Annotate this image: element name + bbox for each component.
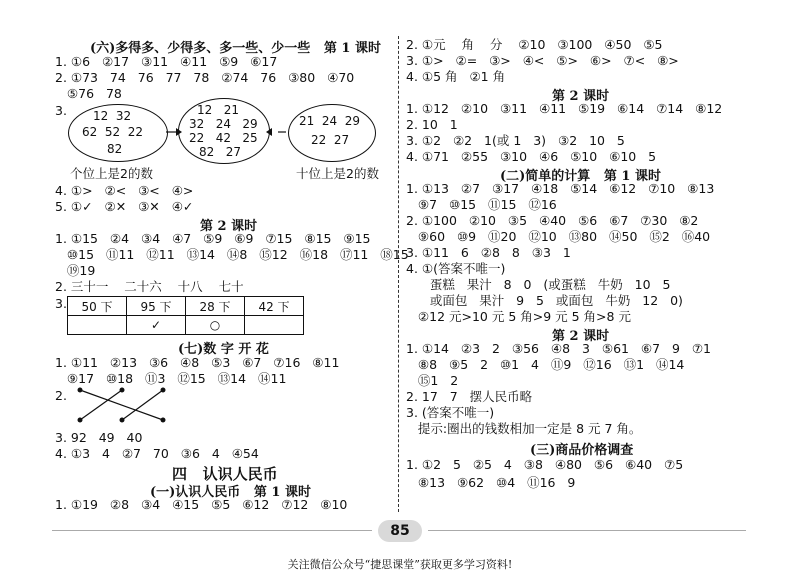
unit-4-heading: 四 认识人民币 bbox=[172, 465, 278, 483]
ellipse-ones-two: 12 32 62 52 22 82 bbox=[68, 104, 168, 162]
answer-line: ⑲19 bbox=[55, 263, 96, 278]
section-2-heading: (二)简单的计算 第 1 课时 bbox=[500, 169, 661, 184]
answer-line: 1. ①12 ②10 ③11 ④11 ⑤19 ⑥14 ⑦14 ⑧12 bbox=[406, 101, 723, 116]
circle-mark: ○ bbox=[186, 316, 245, 335]
answer-line: 3. ①11 6 ②8 8 ③3 1 bbox=[406, 245, 571, 260]
table-cell: 95 下 bbox=[127, 297, 186, 316]
answer-line: 3. ①2 ②2 1(或 1 3) ③2 10 5 bbox=[406, 133, 625, 148]
footer-note: 关注微信公众号“捷思课堂”获取更多学习资料! bbox=[287, 558, 513, 571]
section-7-heading: (七)数 字 开 花 bbox=[178, 342, 269, 357]
footer-rule-left bbox=[52, 530, 372, 531]
answer-line: 3. (答案不唯一) bbox=[406, 405, 495, 420]
answer-line: 4. ①(答案不唯一) bbox=[406, 261, 506, 276]
table-cell: 50 下 bbox=[68, 297, 127, 316]
answer-line: 或面包 果汁 9 5 或面包 牛奶 12 0) bbox=[406, 293, 683, 308]
section-6-heading: (六)多得多、少得多、多一些、少一些 第 1 课时 bbox=[90, 41, 381, 56]
answer-line: 1. ①6 ②17 ③11 ④11 ⑤9 ⑥17 bbox=[55, 54, 278, 69]
answer-line: 1. ①11 ②13 ③6 ④8 ⑤3 ⑥7 ⑦16 ⑧11 bbox=[55, 355, 340, 370]
section-3-heading: (三)商品价格调查 bbox=[530, 443, 634, 458]
answer-line: 1. ①14 ②3 2 ③56 ④8 3 ⑤61 ⑥7 9 ⑦1 bbox=[406, 341, 712, 356]
answer-line: 3. 92 49 40 bbox=[55, 430, 143, 445]
answer-line: 4. ①3 4 ②7 70 ③6 4 ④54 bbox=[55, 446, 259, 461]
answer-line: 2. ①元 角 分 ②10 ③100 ④50 ⑤5 bbox=[406, 37, 663, 52]
lesson-2-heading: 第 2 课时 bbox=[552, 89, 610, 104]
ellipse-all-numbers: 12 21 32 24 29 22 42 25 82 27 bbox=[178, 98, 270, 164]
answer-line: 提示:圈出的钱数相加一定是 8 元 7 角。 bbox=[406, 421, 642, 436]
answer-line: 1. ①13 ②7 ③17 ④18 ⑤14 ⑥12 ⑦10 ⑧13 bbox=[406, 181, 715, 196]
answer-line: 3. bbox=[55, 103, 67, 118]
answer-line: ⑤76 78 bbox=[55, 86, 122, 101]
answer-line: ⑨17 ⑩18 ⑪3 ⑫15 ⑬14 ⑭11 bbox=[55, 371, 287, 386]
answer-line: ⑮1 2 bbox=[406, 373, 459, 388]
answer-line: ②12 元>10 元 5 角>9 元 5 角>8 元 bbox=[406, 309, 631, 324]
answer-line: 1. ①2 5 ②5 4 ③8 ④80 ⑤6 ⑥40 ⑦5 bbox=[406, 457, 684, 472]
footer-rule-right bbox=[428, 530, 746, 531]
answer-line: 2. bbox=[55, 388, 67, 403]
answer-line: 4. ①71 ②55 ③10 ④6 ⑤10 ⑥10 5 bbox=[406, 149, 657, 164]
answer-line: 3. bbox=[55, 296, 67, 311]
answer-line: 2. ①73 74 76 77 78 ②74 76 ③80 ④70 bbox=[55, 70, 355, 85]
check-mark: ✓ bbox=[127, 316, 186, 335]
lesson-2-heading: 第 2 课时 bbox=[200, 219, 258, 234]
answer-line: ⑧13 ⑨62 ⑩4 ⑪16 9 bbox=[406, 475, 576, 490]
table-cell: 28 下 bbox=[186, 297, 245, 316]
answer-line: 1. ①19 ②8 ③4 ④15 ⑤5 ⑥12 ⑦12 ⑧10 bbox=[55, 497, 348, 512]
answer-line: 2. 三十一 二十六 十八 七十 bbox=[55, 279, 244, 294]
column-divider bbox=[398, 36, 399, 512]
answer-line: 4. ①5 角 ②1 角 bbox=[406, 69, 506, 84]
unit-4-subheading: (一)认识人民币 第 1 课时 bbox=[150, 485, 311, 500]
answer-line: ⑨7 ⑩15 ⑪15 ⑫16 bbox=[406, 197, 557, 212]
answer-line: 2. 17 7 摆人民币略 bbox=[406, 389, 533, 404]
answer-line: 5. ①✓ ②✕ ③✕ ④✓ bbox=[55, 199, 194, 214]
answer-line: ⑧8 ⑨5 2 ⑩1 4 ⑪9 ⑫16 ⑬1 ⑭14 bbox=[406, 357, 685, 372]
answer-line: 4. ①> ②< ③< ④> bbox=[55, 183, 194, 198]
answer-line: ⑩15 ⑪11 ⑫11 ⑬14 ⑭8 ⑮12 ⑯18 ⑰11 ⑱15 bbox=[55, 247, 409, 262]
lesson-2-heading: 第 2 课时 bbox=[552, 329, 610, 344]
ellipse-caption-left: 个位上是2的数 bbox=[70, 166, 153, 181]
answer-line: 1. ①15 ②4 ③4 ④7 ⑤9 ⑥9 ⑦15 ⑧15 ⑨15 bbox=[55, 231, 371, 246]
answer-line: 蛋糕 果汁 8 0 (或蛋糕 牛奶 10 5 bbox=[406, 277, 671, 292]
ellipse-caption-right: 十位上是2的数 bbox=[296, 166, 379, 181]
answer-line: 3. ①> ②= ③> ④< ⑤> ⑥> ⑦< ⑧> bbox=[406, 53, 679, 68]
answer-line: ⑨60 ⑩9 ⑪20 ⑫10 ⑬80 ⑭50 ⑮2 ⑯40 bbox=[406, 229, 711, 244]
table-cell: 42 下 bbox=[245, 297, 304, 316]
answer-line: 2. ①100 ②10 ③5 ④40 ⑤6 ⑥7 ⑦30 ⑧2 bbox=[406, 213, 699, 228]
answer-line: 2. 10 1 bbox=[406, 117, 458, 132]
ellipse-tens-two: 21 24 29 22 27 bbox=[288, 104, 376, 162]
page-number: 85 bbox=[378, 520, 422, 542]
